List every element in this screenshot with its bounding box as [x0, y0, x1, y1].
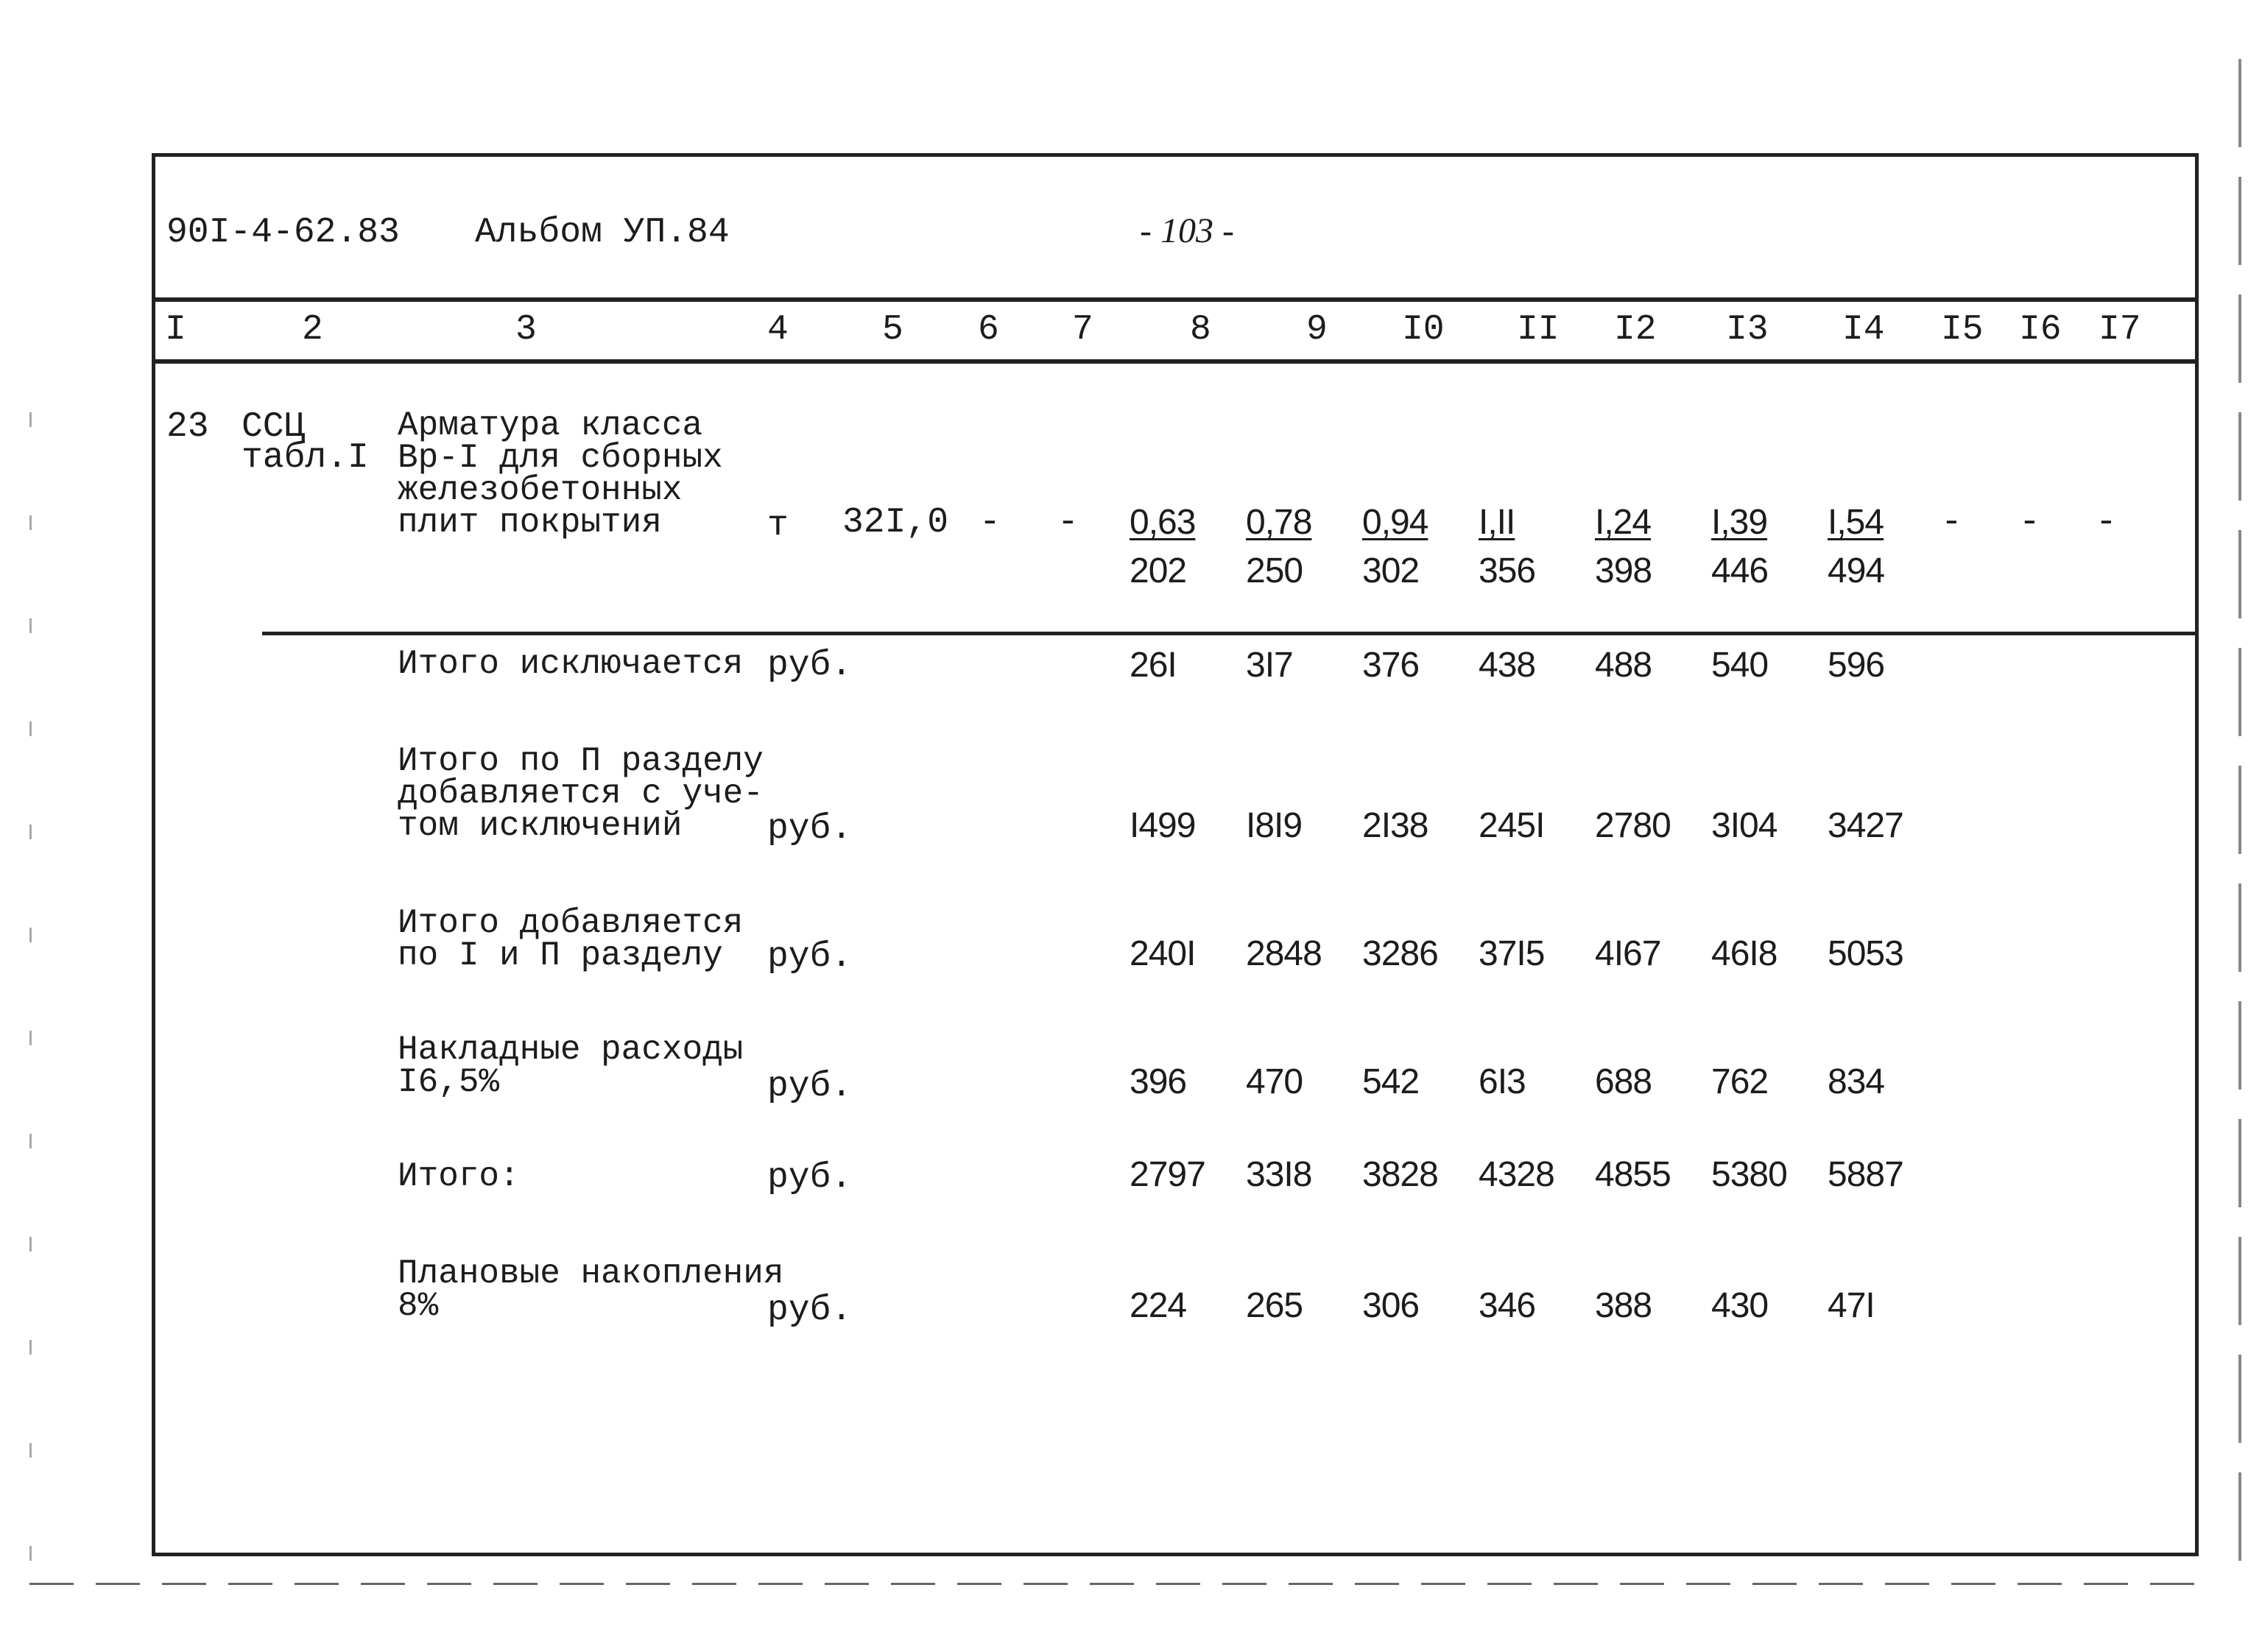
summary-value-col8: 224: [1130, 1286, 1187, 1325]
album-title: Альбом УП.84: [475, 213, 730, 253]
summary-value-col10: 3286: [1362, 934, 1438, 973]
summary-value-col12: 4855: [1595, 1155, 1671, 1194]
col-num-9: 9: [1306, 310, 1328, 350]
summary-value-col8: 240I: [1130, 934, 1196, 973]
col-num-6: 6: [978, 310, 999, 350]
summary-value-col11: 4328: [1479, 1155, 1554, 1194]
header-rule-top: [152, 297, 2195, 302]
summary-value-col9: 265: [1246, 1286, 1303, 1325]
col-num-12: I2: [1614, 310, 1657, 350]
summary-value-col9: 33I8: [1246, 1155, 1312, 1194]
summary-value-col11: 245I: [1479, 806, 1545, 845]
summary-value-col12: 2780: [1595, 806, 1671, 845]
item-col15: -: [1941, 503, 1962, 543]
summary-value-col9: I8I9: [1246, 806, 1303, 845]
summary-value-col10: 3828: [1362, 1155, 1438, 1194]
col-num-1: I: [165, 310, 186, 350]
summary-label-line: добавляется с уче-: [398, 774, 764, 813]
amount-col9: 250: [1246, 551, 1303, 590]
summary-value-col14: 834: [1828, 1062, 1885, 1101]
summary-label-line: Итого добавляется: [398, 904, 744, 942]
coef-col9: 0,78: [1246, 503, 1312, 542]
summary-label-line: I6,5%: [398, 1063, 500, 1101]
amount-col11: 356: [1479, 551, 1536, 590]
amount-col13: 446: [1711, 551, 1769, 590]
summary-unit: руб.: [767, 1067, 853, 1106]
item-col7: -: [1057, 503, 1079, 543]
item-quantity: 32I,0: [842, 503, 949, 543]
summary-unit: руб.: [767, 809, 853, 849]
item-description-line-3: железобетонных: [398, 471, 683, 509]
col-num-13: I3: [1726, 310, 1769, 350]
col-num-4: 4: [767, 310, 789, 350]
coef-col13: I,39: [1711, 503, 1768, 542]
col-num-5: 5: [882, 310, 903, 350]
page-number: - 103 -: [1140, 211, 1234, 250]
summary-value-col13: 430: [1711, 1286, 1769, 1325]
summary-value-col13: 46I8: [1711, 934, 1777, 973]
coef-col11: I,II: [1479, 503, 1515, 542]
summary-label-line: Накладные расходы: [398, 1031, 744, 1069]
col-num-15: I5: [1941, 310, 1984, 350]
summary-unit: руб.: [767, 646, 853, 685]
summary-value-col10: 542: [1362, 1062, 1420, 1101]
summary-label-line: Итого по П разделу: [398, 742, 764, 780]
summary-label-line: Итого исключается: [398, 645, 744, 683]
summary-value-col13: 762: [1711, 1062, 1769, 1101]
amount-col10: 302: [1362, 551, 1420, 590]
summary-value-col12: 388: [1595, 1286, 1652, 1325]
item-unit: т: [767, 506, 789, 546]
item-description-line-1: Арматура класса: [398, 406, 703, 445]
summary-value-col14: 5887: [1828, 1155, 1903, 1194]
summary-value-col13: 3I04: [1711, 806, 1777, 845]
coef-col12: I,24: [1595, 503, 1652, 542]
item-col16: -: [2019, 503, 2040, 543]
summary-value-col11: 438: [1479, 646, 1536, 685]
col-num-8: 8: [1190, 310, 1211, 350]
summary-value-col11: 346: [1479, 1286, 1536, 1325]
col-num-10: I0: [1402, 310, 1445, 350]
summary-label-line: 8%: [398, 1287, 439, 1325]
coef-col14: I,54: [1828, 503, 1884, 542]
col-num-2: 2: [302, 310, 323, 350]
coef-col10: 0,94: [1362, 503, 1428, 542]
item-description-line-2: Вр-I для сборных: [398, 439, 723, 477]
summary-value-col14: 596: [1828, 646, 1885, 685]
amount-col12: 398: [1595, 551, 1652, 590]
summary-unit: руб.: [767, 1158, 853, 1198]
summary-value-col12: 688: [1595, 1062, 1652, 1101]
summary-label-line: том исключений: [398, 807, 683, 845]
row-number: 23: [166, 407, 209, 447]
summary-value-col12: 488: [1595, 646, 1652, 685]
summary-value-col10: 376: [1362, 646, 1420, 685]
summary-unit: руб.: [767, 1291, 853, 1330]
item-separator: [262, 632, 2195, 635]
summary-value-col11: 6I3: [1479, 1062, 1526, 1101]
summary-value-col8: 2797: [1130, 1155, 1205, 1194]
document-code: 90I-4-62.83: [166, 213, 400, 253]
col-num-3: 3: [515, 310, 537, 350]
summary-label-line: по I и П разделу: [398, 936, 723, 975]
summary-value-col13: 5380: [1711, 1155, 1787, 1194]
summary-value-col14: 47I: [1828, 1286, 1875, 1325]
scan-edge-right: [2238, 59, 2241, 1575]
summary-value-col14: 3427: [1828, 806, 1903, 845]
summary-unit: руб.: [767, 937, 853, 977]
summary-label-line: Итого:: [398, 1157, 520, 1196]
summary-value-col12: 4I67: [1595, 934, 1661, 973]
source-table: табл.I: [242, 438, 369, 478]
item-description-line-4: плит покрытия: [398, 504, 662, 542]
item-col17: -: [2096, 503, 2117, 543]
summary-value-col10: 306: [1362, 1286, 1420, 1325]
item-col6: -: [979, 503, 1001, 543]
summary-value-col9: 470: [1246, 1062, 1303, 1101]
header-rule-bottom: [152, 359, 2195, 364]
source-ref: ССЦ: [242, 407, 306, 447]
col-num-16: I6: [2019, 310, 2062, 350]
amount-col14: 494: [1828, 551, 1885, 590]
summary-value-col9: 2848: [1246, 934, 1322, 973]
summary-value-col14: 5053: [1828, 934, 1903, 973]
coef-col8: 0,63: [1130, 503, 1196, 542]
scan-edge-bottom: [29, 1583, 2209, 1585]
summary-value-col13: 540: [1711, 646, 1769, 685]
scan-edge-left: [29, 412, 32, 1561]
summary-value-col8: 396: [1130, 1062, 1187, 1101]
summary-value-col11: 37I5: [1479, 934, 1545, 973]
col-num-17: I7: [2099, 310, 2141, 350]
col-num-14: I4: [1842, 310, 1885, 350]
summary-value-col10: 2I38: [1362, 806, 1428, 845]
summary-value-col8: I499: [1130, 806, 1196, 845]
col-num-11: II: [1517, 310, 1560, 350]
summary-label-line: Плановые накопления: [398, 1254, 784, 1293]
summary-value-col8: 26I: [1130, 646, 1177, 685]
amount-col8: 202: [1130, 551, 1187, 590]
summary-value-col9: 3I7: [1246, 646, 1293, 685]
col-num-7: 7: [1072, 310, 1093, 350]
